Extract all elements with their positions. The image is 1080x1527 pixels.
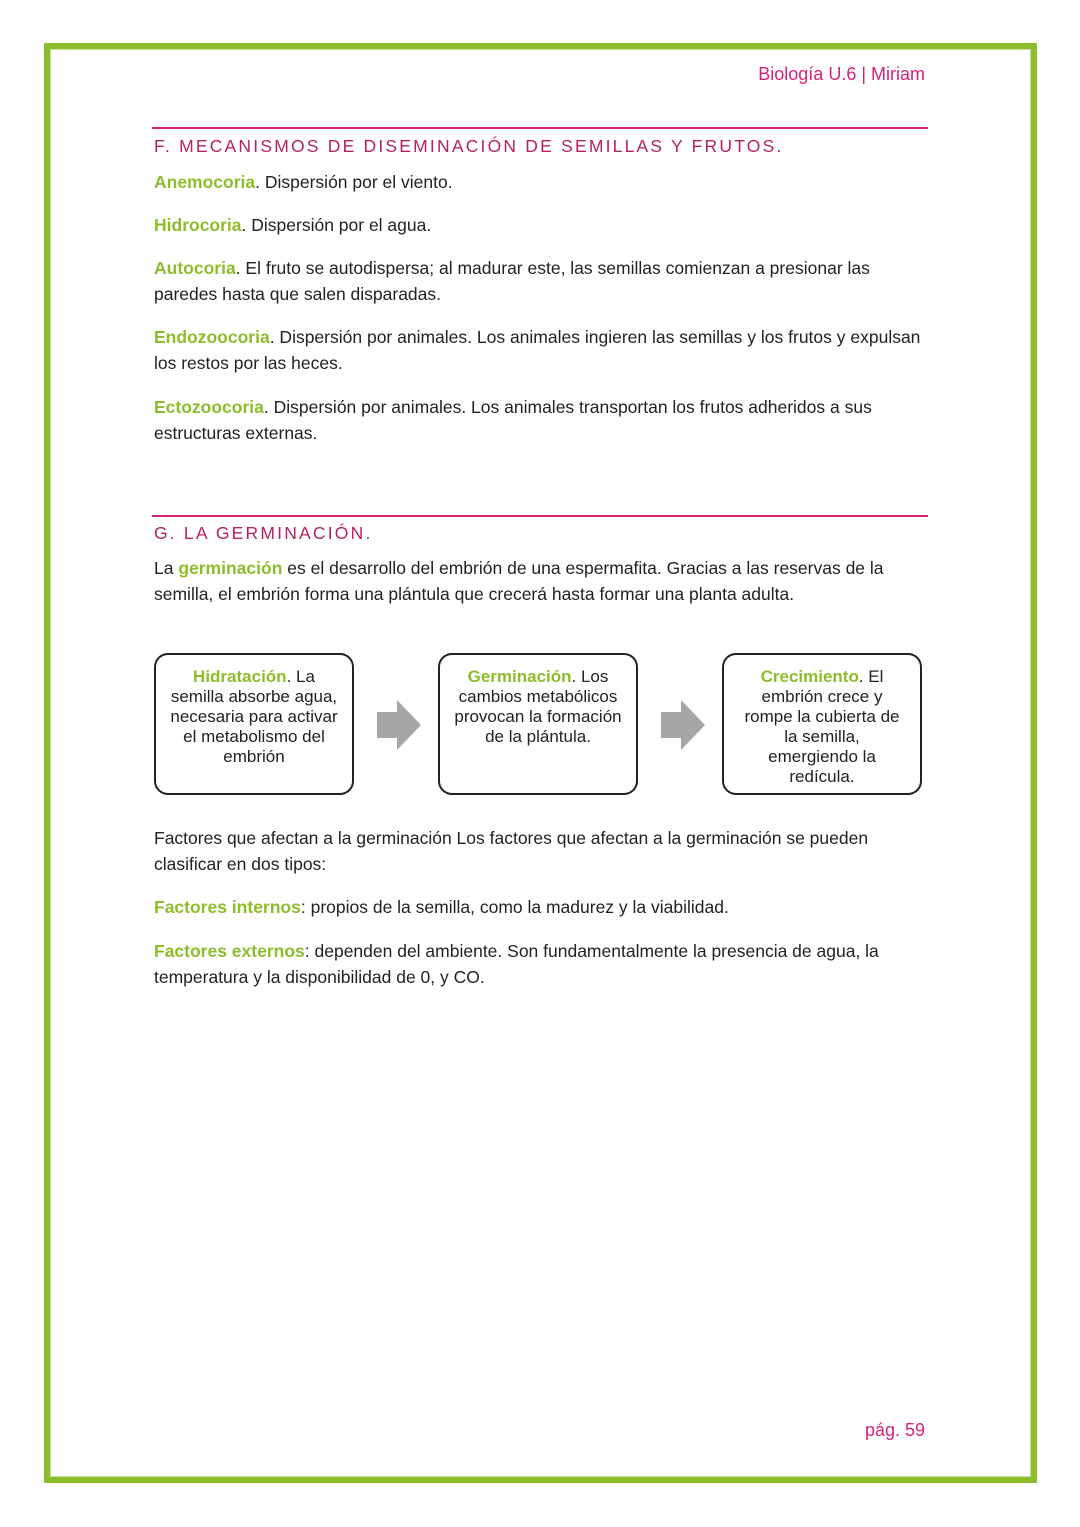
- flow-step-crecimiento: [722, 653, 922, 795]
- definition: . Dispersión por el agua.: [241, 215, 432, 235]
- flow-step-hidratacion: [154, 653, 354, 795]
- germinacion-intro: [154, 555, 924, 607]
- section-f-title: F. MECANISMOS DE DISEMINACIÓN DE SEMILLAS Y FRUTOS.: [154, 136, 784, 156]
- factores-internos-item: [154, 894, 924, 920]
- section-g-title: G. LA GERMINACIÓN.: [154, 523, 373, 543]
- definition: : dependen del ambiente. Son fundamentalmente la presencia de agua, la temperatura y la disponibilidad de 0, y CO.: [154, 941, 879, 987]
- factors-intro: Factores que afectan a la germinación Los factores que afectan a la germinación se pueden clasificar en dos tipos:: [154, 828, 869, 874]
- page-number: pág. 59: [864, 1420, 925, 1440]
- definition: . Dispersión por animales. Los animales ingieren las semillas y los frutos y expulsan los restos por las heces.: [154, 327, 921, 373]
- definition: : propios de la semilla, como la madurez y la viabilidad.: [300, 897, 729, 917]
- right-arrow-icon: [377, 700, 421, 750]
- autocoria-item: [154, 255, 924, 307]
- definition: . Dispersión por animales. Los animales transportan los frutos adheridos a sus estructuras externas.: [154, 397, 872, 443]
- intro-pre: La: [154, 558, 179, 578]
- flow-term: Germinación: [467, 667, 572, 686]
- definition: . Dispersión por el viento.: [255, 172, 453, 192]
- intro-term: germinación: [178, 558, 283, 578]
- flow-step-germinacion: [438, 653, 638, 795]
- flow-term: Hidratación: [193, 667, 287, 686]
- intro-post: es el desarrollo del embrión de una espermafita. Gracias a las reservas de la semilla, el embrión forma una plántula que crecerá hasta formar una planta adulta.: [154, 558, 884, 604]
- term: Factores internos: [154, 897, 301, 917]
- term: Factores externos: [154, 941, 305, 961]
- hidrocoria-item: [154, 212, 924, 238]
- term: Ectozoocoria: [154, 397, 264, 417]
- term: Endozoocoria: [154, 327, 270, 347]
- section-f-rule: [152, 127, 928, 129]
- flow-term: Crecimiento: [760, 667, 859, 686]
- term: Anemocoria: [154, 172, 256, 192]
- page-header: Biología U.6 | Miriam: [758, 64, 925, 84]
- ectozoocoria-item: [154, 394, 924, 446]
- flow-text: . La semilla absorbe agua, necesaria para activar el metabolismo del embrión: [170, 667, 338, 766]
- section-g-rule: [152, 515, 928, 517]
- definition: . El fruto se autodispersa; al madurar este, las semillas comienzan a presionar las paredes hasta que salen disparadas.: [154, 258, 870, 304]
- factores-externos-item: [154, 938, 924, 990]
- endozoocoria-item: [154, 324, 924, 376]
- right-arrow-icon: [661, 700, 705, 750]
- flow-text: . El embrión crece y rompe la cubierta de la semilla, emergiendo la redícula.: [744, 667, 900, 786]
- anemocoria-item: [154, 169, 924, 195]
- term: Hidrocoria: [154, 215, 242, 235]
- term: Autocoria: [154, 258, 236, 278]
- flow-text: . Los cambios metabólicos provocan la formación de la plántula.: [454, 667, 622, 746]
